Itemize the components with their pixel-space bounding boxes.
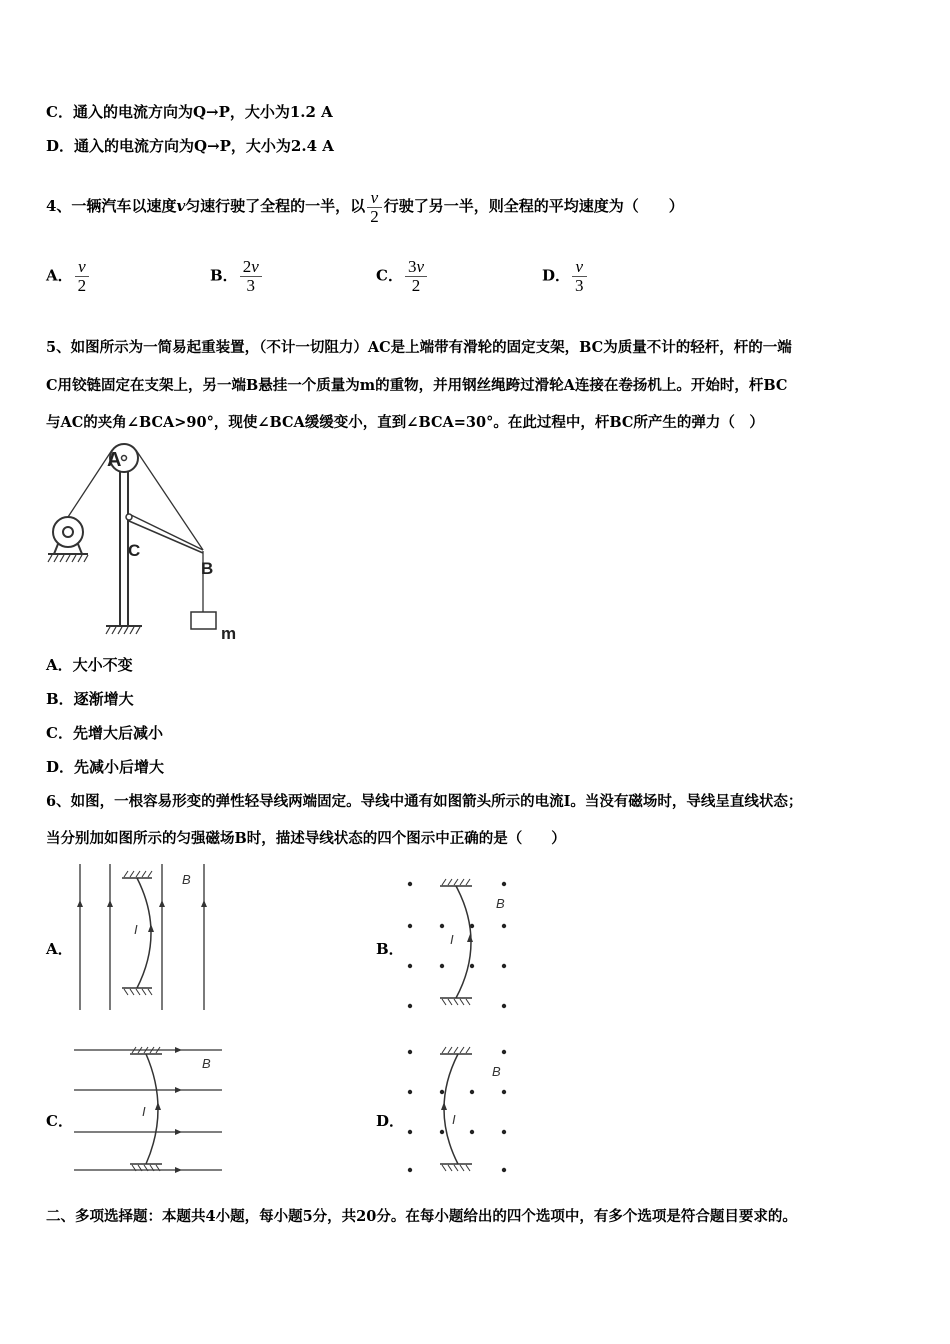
q4-stem: 4、一辆汽车以速度v匀速行驶了全程的一半，以 $\frac{v}{2}$ 行驶了另一半，则全程的平均速度为（ ） <box>46 187 684 226</box>
q4-option-c: C． $\frac{3v}{2}$ <box>376 258 429 295</box>
svg-text:B: B <box>202 1056 211 1071</box>
q6-option-d-label: D． <box>376 1112 405 1130</box>
q5-crane-figure <box>40 440 250 650</box>
q6-figure-a <box>70 860 220 1015</box>
q5-option-d: D．先减小后增大 <box>46 758 165 776</box>
svg-text:I: I <box>142 1104 146 1119</box>
svg-text:I: I <box>134 922 138 937</box>
q6-stem-line2: 当分别加如图所示的匀强磁场B时，描述导线状态的四个图示中正确的是（ ） <box>46 830 566 847</box>
q5-stem-line1: 5、如图所示为一简易起重装置，（不计一切阻力）AC是上端带有滑轮的固定支架，BC为质量不计的轻杆，杆的一端 <box>46 339 792 356</box>
q5-stem-line2: C用铰链固定在支架上，另一端B悬挂一个质量为m的重物，并用钢丝绳跨过滑轮A连接在卷扬机上。开始时，杆BC <box>46 377 788 394</box>
q5-option-b: B．逐渐增大 <box>46 690 134 708</box>
q3-option-c: C．通入的电流方向为Q→P，大小为1.2 A <box>46 103 333 121</box>
q4-stem-fraction: $\frac{v}{2}$ <box>367 189 382 226</box>
q5-label-a: A <box>107 449 122 471</box>
svg-text:B: B <box>492 1064 501 1079</box>
svg-text:B: B <box>496 896 505 911</box>
q6-figure-c <box>70 1040 230 1180</box>
q6-figure-b <box>400 872 520 1012</box>
svg-text:I: I <box>450 932 454 947</box>
section2-heading: 二、多项选择题：本题共4小题，每小题5分，共20分。在每小题给出的四个选项中，有多个选项是符合题目要求的。 <box>46 1208 797 1225</box>
q5-stem-line3: 与AC的夹角∠BCA>90°，现使∠BCA缓缓变小，直到∠BCA=30°。在此过程中，杆BC所产生的弹力（ ） <box>46 414 764 431</box>
q4-option-a: A． $\frac{v}{2}$ <box>46 258 91 295</box>
q6-figure-d <box>400 1040 520 1180</box>
q5-label-b: B <box>201 559 214 578</box>
q5-label-m: m <box>221 624 237 643</box>
svg-text:B: B <box>182 872 191 887</box>
q4-option-d: D． $\frac{v}{3}$ <box>542 258 589 295</box>
q6-option-c-label: C． <box>46 1112 73 1130</box>
q6-option-b-label: B． <box>376 940 404 958</box>
q5-option-c: C．先增大后减小 <box>46 724 163 742</box>
q4-option-b: B． $\frac{2v}{3}$ <box>210 258 264 295</box>
q6-stem-line1: 6、如图，一根容易形变的弹性轻导线两端固定。导线中通有如图箭头所示的电流I。当没有磁场时，导线呈直线状态； <box>46 793 803 810</box>
q3-option-d: D．通入的电流方向为Q→P，大小为2.4 A <box>46 137 334 155</box>
q5-option-a: A．大小不变 <box>46 656 133 674</box>
q5-label-c: C <box>128 541 141 560</box>
q6-option-a-label: A． <box>46 940 73 958</box>
svg-text:I: I <box>452 1112 456 1127</box>
